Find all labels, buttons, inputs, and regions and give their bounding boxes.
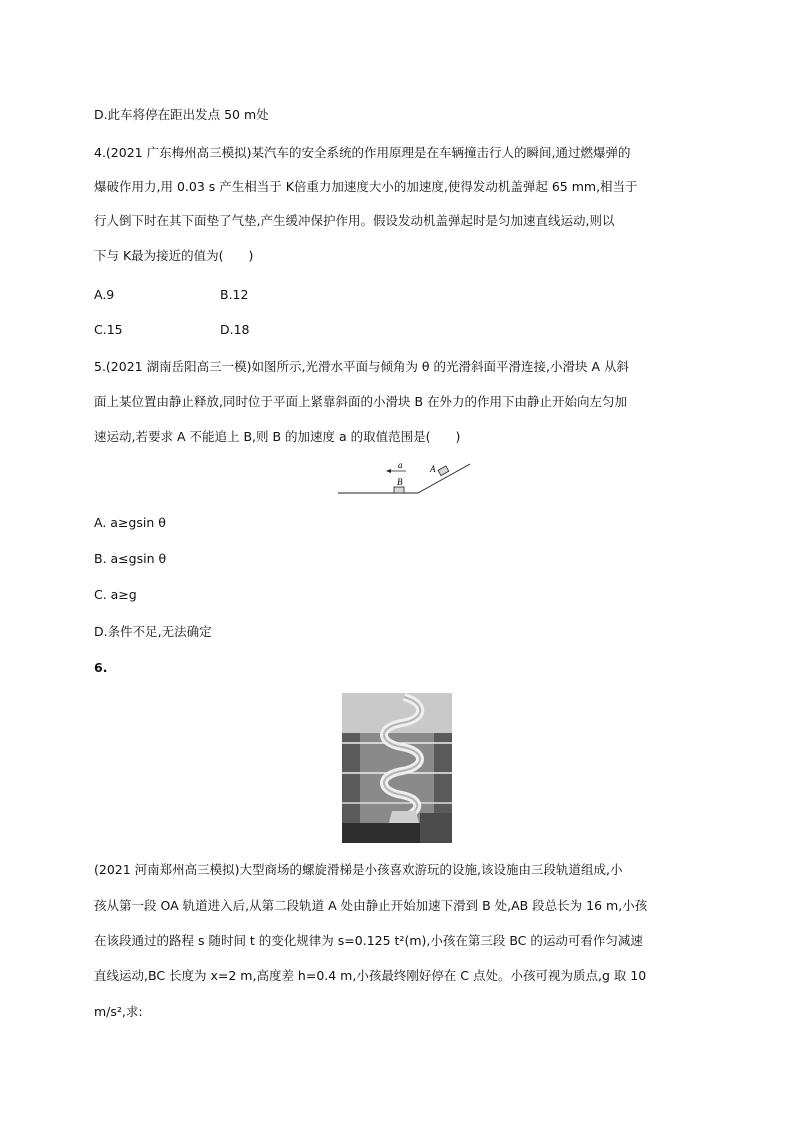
q3-option-d: D.此车将停在距出发点 50 m处 bbox=[94, 107, 269, 122]
q4-text-line-4: 下与 K最为接近的值为( ) bbox=[94, 248, 254, 263]
q5-text-line-1: 5.(2021 湖南岳阳高三一模)如图所示,光滑水平面与倾角为 θ 的光滑斜面平滑连接,小滑块 A 从斜 bbox=[94, 359, 630, 374]
q5-option-c[interactable]: C. a≥g bbox=[94, 587, 137, 602]
q4-text-line-3: 行人倒下时在其下面垫了气垫,产生缓冲保护作用。假设发动机盖弹起时是匀加速直线运动,则以 bbox=[94, 213, 615, 228]
spiral-slide-photo bbox=[342, 693, 452, 843]
q5-option-b[interactable]: B. a≤gsin θ bbox=[94, 551, 167, 566]
q5-option-d[interactable]: D.条件不足,无法确定 bbox=[94, 624, 212, 639]
q4-options-row-1 bbox=[94, 287, 248, 303]
q4-option-b[interactable]: B.12 bbox=[220, 287, 249, 302]
q6-text-line-2: 孩从第一段 OA 轨道进入后,从第二段轨道 A 处由静止开始加速下滑到 B 处,AB 段总长为 16 m,小孩 bbox=[94, 898, 648, 913]
label-block-b: B bbox=[397, 477, 403, 487]
q4-text-line-2: 爆破作用力,用 0.03 s 产生相当于 K倍重力加速度大小的加速度,使得发动机盖弹起 65 mm,相当于 bbox=[94, 179, 638, 194]
q6-text-line-3: 在该段通过的路程 s 随时间 t 的变化规律为 s=0.125 t²(m),小孩在第三段 BC 的运动可看作匀减速 bbox=[94, 933, 643, 948]
q6-text-line-4: 直线运动,BC 长度为 x=2 m,高度差 h=0.4 m,小孩最终刚好停在 C 点处。小孩可视为质点,g 取 10 bbox=[94, 968, 647, 983]
q5-text-line-3: 速运动,若要求 A 不能追上 B,则 B 的加速度 a 的取值范围是( ) bbox=[94, 429, 461, 444]
spiral-slide-illustration bbox=[342, 693, 452, 843]
incline-diagram bbox=[330, 458, 480, 498]
q4-option-c[interactable]: C.15 bbox=[94, 322, 123, 337]
q4-options-row-2 bbox=[94, 322, 250, 338]
q5-text-line-2: 面上某位置由静止释放,同时位于平面上紧靠斜面的小滑块 B 在外力的作用下由静止开始向左匀加 bbox=[94, 394, 627, 409]
label-acceleration: a bbox=[398, 460, 403, 470]
q4-option-a[interactable]: A.9 bbox=[94, 287, 115, 302]
arrowhead-icon bbox=[386, 469, 391, 473]
q4-option-d[interactable]: D.18 bbox=[220, 322, 250, 337]
block-a bbox=[438, 466, 449, 476]
q6-text-line-1: (2021 河南郑州高三模拟)大型商场的螺旋滑梯是小孩喜欢游玩的设施,该设施由三段轨道组成,小 bbox=[94, 862, 623, 877]
q4-text-line-1: 4.(2021 广东梅州高三模拟)某汽车的安全系统的作用原理是在车辆撞击行人的瞬间,通过燃爆弹的 bbox=[94, 145, 631, 160]
block-b bbox=[394, 487, 404, 493]
q5-option-a[interactable]: A. a≥gsin θ bbox=[94, 515, 166, 530]
q6-number: 6. bbox=[94, 660, 108, 675]
q6-text-line-5: m/s²,求: bbox=[94, 1004, 143, 1019]
label-block-a: A bbox=[430, 464, 436, 474]
